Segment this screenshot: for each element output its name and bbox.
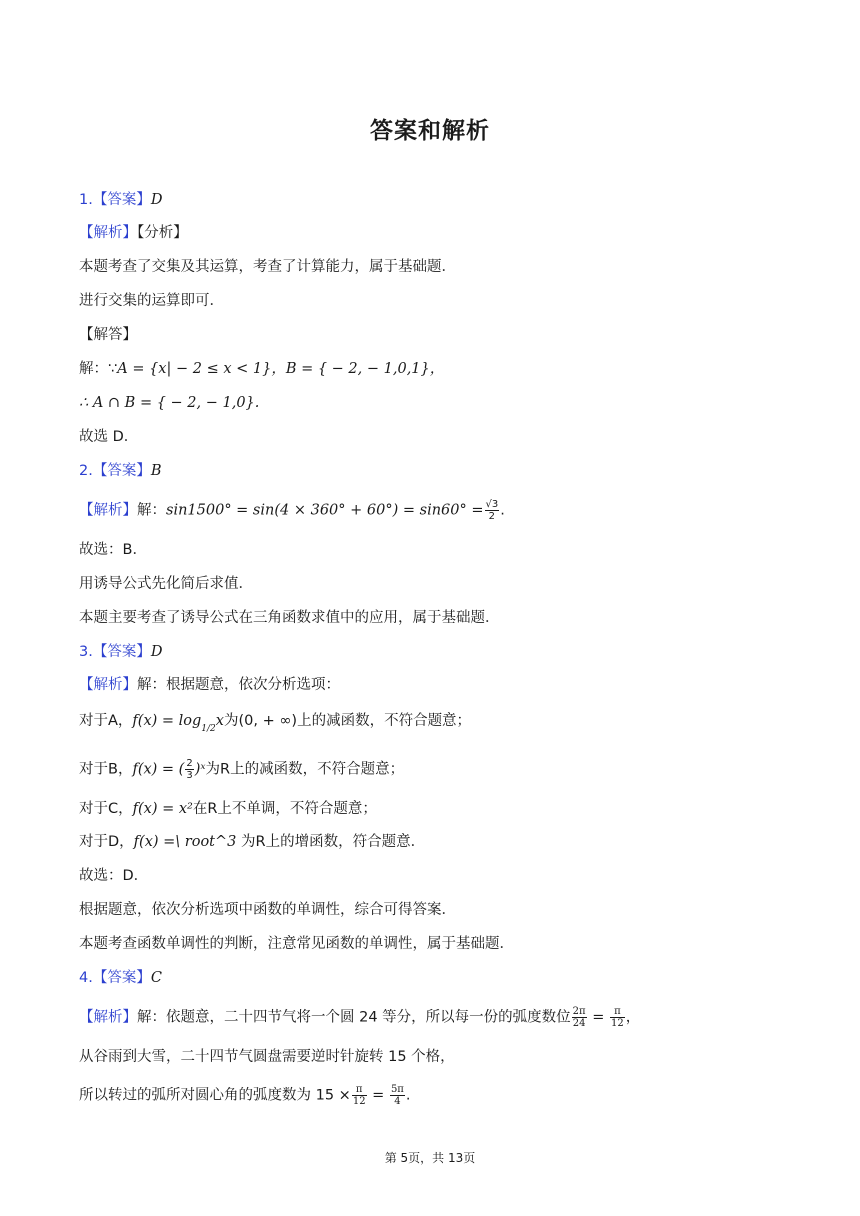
q4-text-3: 所以转过的弧所对圆心角的弧度数为 15 × (79, 1087, 351, 1104)
q2-analysis-line (79, 499, 505, 522)
q4-text-3-line (79, 1084, 410, 1107)
q1-answer: D (150, 192, 163, 208)
q4-f3-num: π (352, 1084, 367, 1096)
q3-answer: D (150, 644, 163, 660)
q3-b-prefix: 对于B， (79, 761, 133, 778)
q4-f1-den: 24 (572, 1018, 586, 1029)
q2-frac-den: 2 (488, 511, 496, 522)
q3-b-text: 为R上的减函数，不符合题意； (205, 761, 405, 778)
q3-b-math: f(x) = ( (132, 761, 185, 778)
q4-fraction-1 (572, 1006, 587, 1029)
q2-text-1: 用诱导公式先化简后求值． (79, 576, 253, 592)
q2-answer-line (79, 461, 162, 481)
q4-analysis-line (79, 1006, 640, 1029)
q1-answer-tag: 【答案】 (92, 192, 151, 208)
q3-answer-line (79, 642, 162, 662)
q3-b-num: 2 (186, 758, 193, 769)
q3-answer-tag: 【答案】 (92, 644, 151, 660)
q3-d-text: 为R上的增函数，符合题意． (236, 834, 426, 850)
q4-f3-den: 12 (352, 1096, 366, 1107)
q2-frac-num: √3 (485, 499, 499, 510)
q3-option-b (79, 758, 404, 781)
q3-a-text: 为(0, + ∞)上的减函数，不符合题意； (223, 713, 472, 729)
q4-answer-line (79, 968, 162, 988)
q3-text-2: 本题考查函数单调性的判断，注意常见函数的单调性，属于基础题． (79, 936, 514, 952)
q2-number: 2. (79, 463, 93, 479)
q4-analysis-tag: 【解析】 (79, 1009, 137, 1026)
q3-b-fraction (185, 758, 193, 781)
q3-c-math: f(x) = x² (132, 801, 193, 817)
q3-option-a (79, 711, 471, 739)
q2-analysis-tag: 【解析】 (79, 502, 137, 519)
q4-eq: = (587, 1009, 609, 1026)
q1-solution-1 (79, 359, 444, 379)
q3-d-prefix: 对于D， (79, 834, 134, 850)
q4-fraction-2 (610, 1006, 625, 1029)
q2-choice: 故选：B． (79, 542, 147, 558)
q2-fraction (485, 499, 500, 522)
q4-text-3-end: . (405, 1087, 411, 1104)
q4-answer-tag: 【答案】 (92, 970, 151, 986)
q4-answer: C (150, 970, 162, 986)
q1-fenxi-tag: 【分析】 (137, 225, 188, 241)
q4-number: 4. (79, 970, 93, 986)
q3-analysis-tag: 【解析】 (79, 677, 137, 693)
q2-solution-prefix: 解： (137, 502, 166, 519)
q3-intro: 解：根据题意，依次分析选项： (137, 677, 340, 693)
q4-f4-den: 4 (394, 1096, 401, 1107)
q1-analysis-tag: 【解析】 (79, 225, 137, 241)
q2-text-2: 本题主要考查了诱导公式在三角函数求值中的应用，属于基础题． (79, 610, 500, 626)
q3-c-text: 在R上不单调，不符合题意； (192, 801, 377, 817)
q4-text-1: 解：依题意，二十四节气将一个圆 24 等分，所以每一份的弧度数位 (137, 1009, 571, 1026)
q3-option-c (79, 799, 377, 819)
q1-text-1: 本题考查了交集及其运算，考查了计算能力，属于基础题． (79, 259, 456, 275)
q1-choice: 故选 D． (79, 429, 139, 445)
q2-answer: B (150, 463, 162, 479)
q1-answer-line (79, 190, 162, 210)
q3-option-d (79, 832, 425, 852)
q4-eq-2: = (367, 1087, 389, 1104)
q3-text-1: 根据题意，依次分析选项中函数的单调性，综合可得答案． (79, 902, 456, 918)
q1-number: 1. (79, 192, 93, 208)
q3-analysis-line (79, 675, 340, 695)
q3-number: 3. (79, 644, 93, 660)
q2-solution-math: sin1500° = sin(4 × 360° + 60°) = sin60° = (166, 502, 484, 519)
q3-d-math: f(x) =\ root^3 (133, 834, 237, 850)
q1-solution-prefix: 解：∵ (79, 361, 118, 377)
page-title: 答案和解析 (370, 118, 490, 144)
page-footer: 第 5页，共 13页 (384, 1151, 476, 1165)
q3-choice: 故选：D． (79, 868, 149, 884)
q3-a-sub: 1/2 (201, 724, 216, 734)
q3-a-math2: x (215, 713, 224, 729)
q3-b-math2: )ˣ (194, 761, 206, 778)
q4-fraction-3 (352, 1084, 367, 1107)
q1-text-2: 进行交集的运算即可． (79, 293, 224, 309)
q2-solution-end: . (500, 502, 505, 519)
q4-f4-num: 5π (390, 1084, 404, 1095)
q4-text-2: 从谷雨到大雪，二十四节气圆盘需要逆时针旋转 15 个格， (79, 1049, 455, 1065)
q4-f2-den: 12 (610, 1018, 624, 1029)
q4-text-1-end: ， (625, 1009, 641, 1026)
q3-b-den: 3 (186, 770, 193, 781)
q3-a-prefix: 对于A， (79, 713, 133, 729)
q4-f1-num: 2π (572, 1006, 586, 1017)
q1-analysis-line (79, 223, 188, 243)
q3-c-prefix: 对于C， (79, 801, 133, 817)
q3-a-math: f(x) = log (132, 713, 202, 729)
q4-f2-num: π (610, 1006, 625, 1018)
q1-solution-2: ∴ A ∩ B = { − 2, − 1,0}. (79, 395, 260, 411)
q4-fraction-4 (390, 1084, 405, 1107)
q2-answer-tag: 【答案】 (92, 463, 151, 479)
q1-jieda-tag: 【解答】 (79, 327, 137, 343)
q1-solution-math: A = {x| − 2 ≤ x < 1}，B = { − 2, − 1,0,1}， (117, 361, 445, 377)
